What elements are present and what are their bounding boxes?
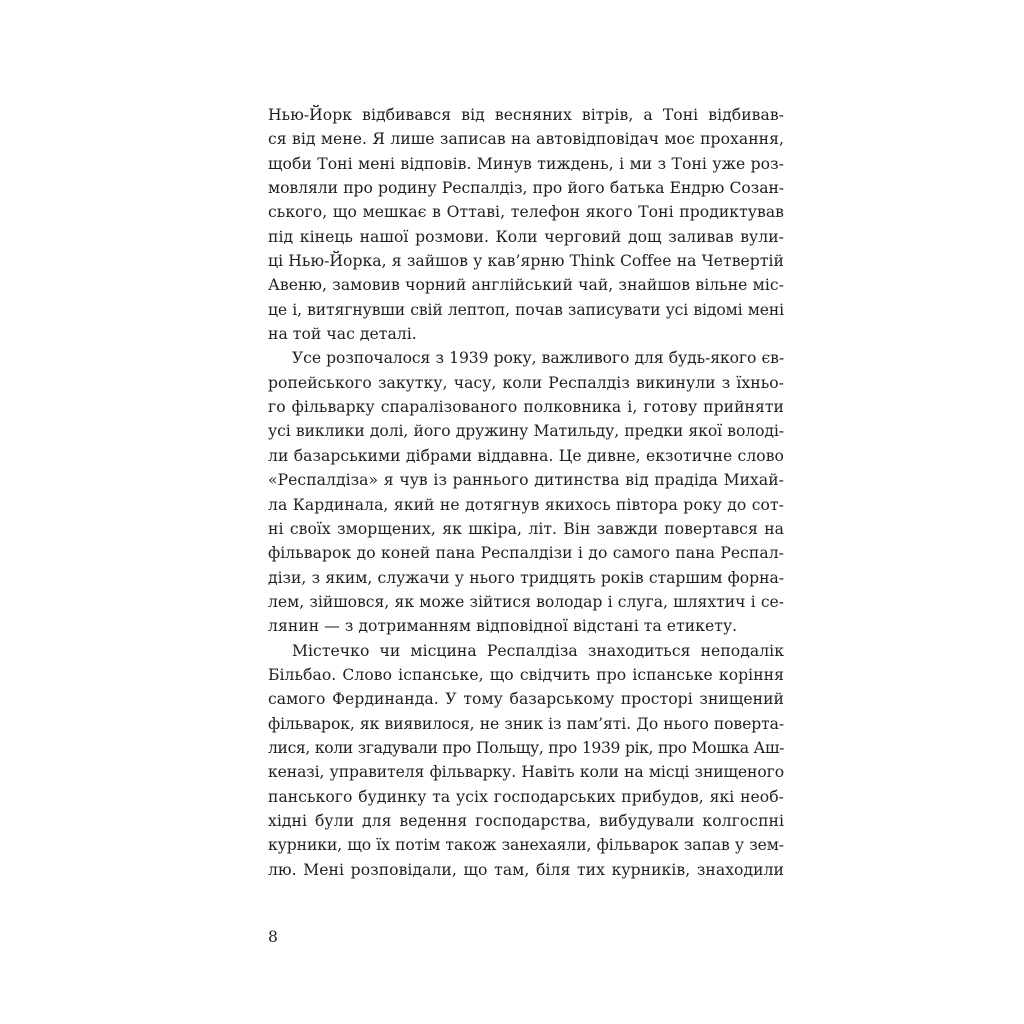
text-line: під кінець нашої розмови. Коли черговий дощ заливав вули- — [268, 227, 784, 246]
text-line: ся від мене. Я лише записав на автовідповідач моє прохання, — [268, 130, 784, 149]
text-line: ні своїх зморщених, як шкіра, літ. Він завжди повертався на — [268, 519, 784, 538]
paragraph — [268, 346, 784, 638]
paragraph — [268, 639, 784, 882]
text-line: це і, витягнувши свій лептоп, почав записувати усі відомі мені — [268, 300, 784, 319]
paragraph — [268, 103, 784, 346]
text-line: дізи, з яким, служачи у нього тридцять років старшим форна- — [268, 568, 784, 587]
text-line: Авеню, замовив чорний англійський чай, знайшов вільне міс- — [268, 276, 784, 295]
page-number: 8 — [268, 928, 278, 946]
text-line: курники, що їх потім також занехаяли, фільварок запав у зем- — [268, 836, 784, 855]
text-line: хідні були для ведення господарства, вибудували колгоспні — [268, 811, 784, 830]
text-line: Більбао. Слово іспанське, що свідчить про іспанське коріння — [268, 665, 784, 684]
text-line: лися, коли згадували про Польщу, про 1939 рік, про Мошка Аш- — [268, 738, 784, 757]
text-line: «Респалдіза» я чув із раннього дитинства від прадіда Михай- — [268, 471, 784, 490]
text-line: Містечко чи місцина Респалдіза знаходиться неподалік — [292, 641, 784, 660]
text-line: панського будинку та усіх господарських прибудов, які необ- — [268, 787, 784, 806]
text-line: на той час деталі. — [268, 325, 417, 344]
text-line: лянин — з дотриманням відповідної відстані та етикету. — [268, 617, 738, 636]
text-line: го фільварку спаралізованого полковника і, готову прийняти — [268, 398, 784, 417]
text-line: ці Нью-Йорка, я зайшов у кав’ярню Think Coffee на Четвертій — [268, 252, 784, 271]
text-line: фільварок до коней пана Респалдізи і до самого пана Респал- — [268, 544, 784, 563]
text-line: кеназі, управителя фільварку. Навіть коли на місці знищеного — [268, 763, 784, 782]
text-line: щоби Тоні мені відповів. Минув тиждень, і ми з Тоні уже роз- — [268, 154, 784, 173]
text-line: ропейського закутку, часу, коли Респалдіз викинули з їхньо- — [268, 373, 784, 392]
text-line: мовляли про родину Респалдіз, про його батька Ендрю Созан- — [268, 179, 784, 198]
text-line: фільварок, як виявилося, не зник із пам’яті. До нього поверта- — [268, 714, 784, 733]
text-line: самого Фердинанда. У тому базарському просторі знищений — [268, 690, 784, 709]
text-line: лю. Мені розповідали, що там, біля тих курників, знаходили — [268, 860, 784, 879]
text-line: ли базарськими дібрами віддавна. Це дивне, екзотичне слово — [268, 446, 784, 465]
text-line: ського, що мешкає в Оттаві, телефон якого Тоні продиктував — [268, 203, 784, 222]
text-line: ла Кардинала, який не дотягнув якихось півтора року до сот- — [268, 495, 784, 514]
text-line: лем, зійшовся, як може зійтися володар і слуга, шляхтич і се- — [268, 592, 784, 611]
body-text — [268, 103, 784, 882]
text-line: Усе розпочалося з 1939 року, важливого для будь-якого єв- — [292, 349, 784, 368]
text-line: Нью-Йорк відбивався від весняних вітрів, а Тоні відбивав- — [268, 106, 784, 124]
text-line: усі виклики долі, його дружину Матильду, предки якої володі- — [268, 422, 784, 441]
